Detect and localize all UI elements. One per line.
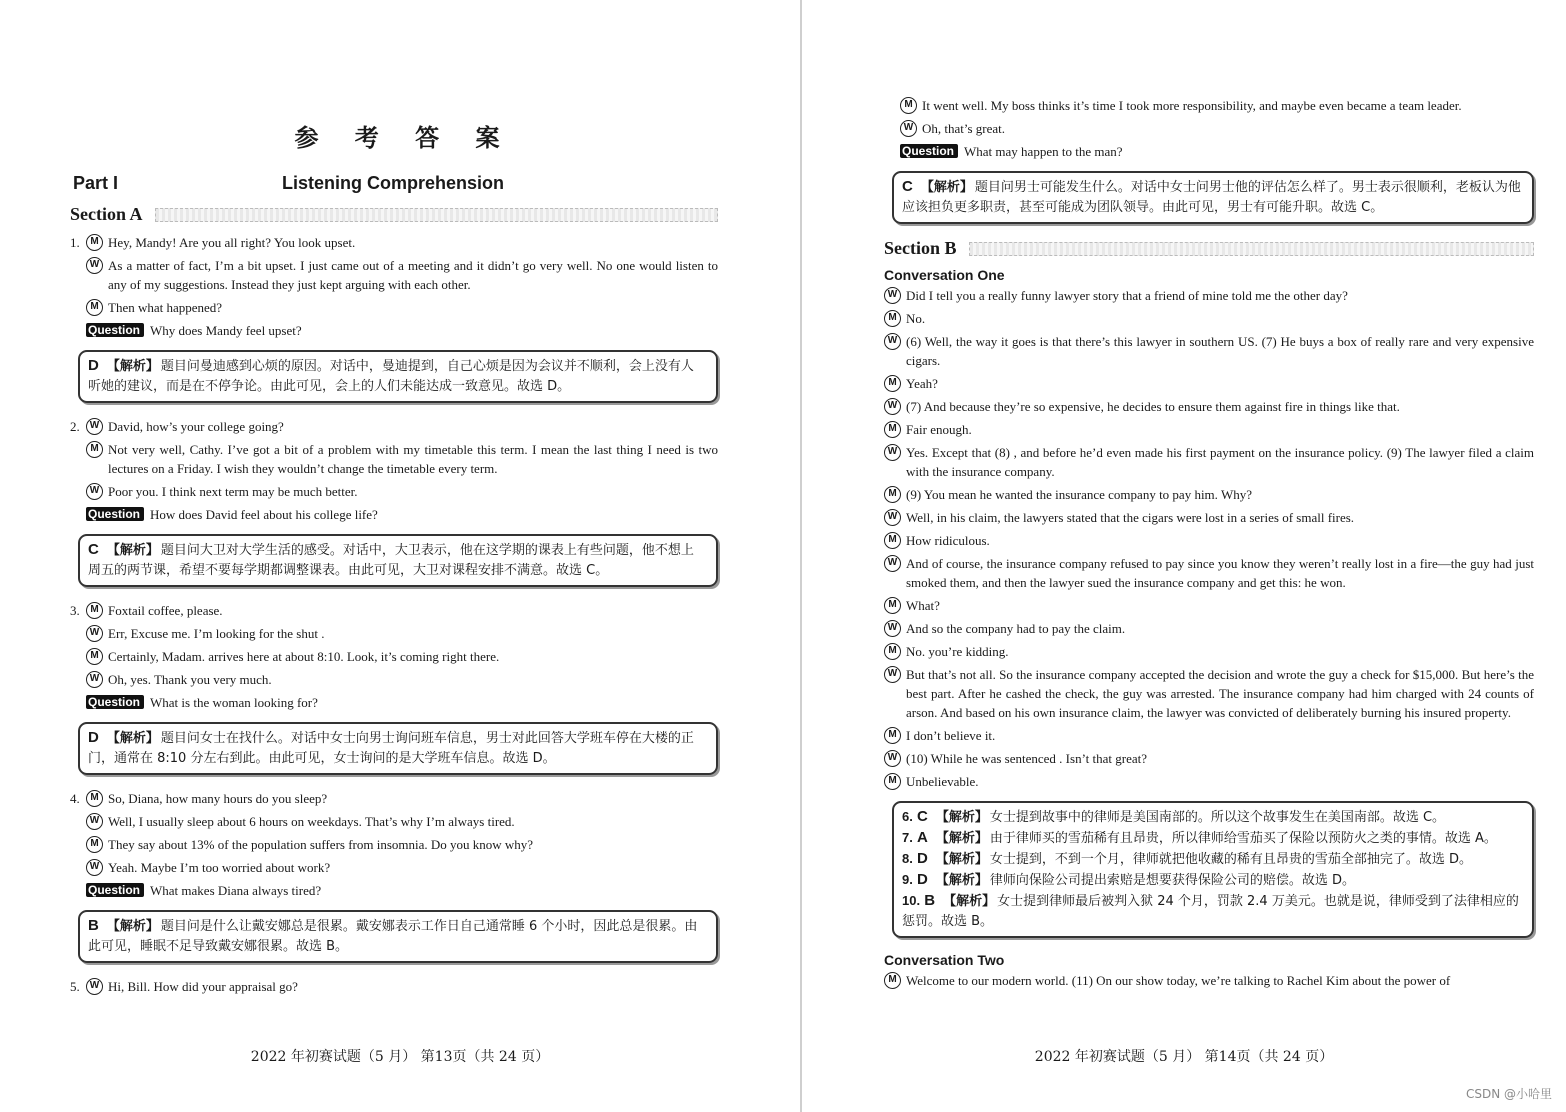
dialogue-text: Did I tell you a really funny lawyer story that a friend of mine told me the other day? [906,288,1348,303]
dialogue-line [884,309,1534,328]
answer-number: 8. [902,851,913,866]
dialogue-text: Unbelievable. [906,774,979,789]
answer-letter: D [916,871,928,888]
conversation-two [884,971,1534,990]
dialogue-text: Not very well, Cathy. I’ve got a bit of a problem with my timetable this term. I mean the last thing I need is two lectures on a Friday. I wish they wouldn’t change the timetable every term. [108,442,718,476]
analysis-text: 女士提到，不到一个月，律师就把他收藏的稀有且昂贵的雪茄全部抽完了。故选 D。 [989,852,1472,867]
watermark: CSDN @小哈里 [1465,1087,1552,1101]
analysis-text: 题目问男士可能发生什么。对话中女士问男士他的评估怎么样了。男士表示很顺利，老板认为他应该担负更多职责，甚至可能成为团队领导。由此可见，男士有可能升职。故选 C。 [902,180,1521,215]
item-number: 3. [70,603,80,618]
dialogue-line [884,332,1534,370]
dialogue-line [884,531,1534,550]
speaker-icon: W [884,333,901,350]
dialogue-text: Hi, Bill. How did your appraisal go? [108,979,298,994]
dialogue-text: No. you’re kidding. [906,644,1009,659]
analysis-tag: 【解析】 [935,852,988,867]
left-items [70,233,718,996]
speaker-icon: M [86,441,103,458]
speaker-icon: M [86,602,103,619]
speaker-icon: M [86,299,103,316]
dialogue-line [70,417,718,436]
conversation-one-answers [892,801,1534,938]
speaker-icon: M [884,727,901,744]
dialogue-text: And of course, the insurance company refused to pay since you know they weren’t really lost in a fire—the guy had just smoked them, and then the lawyer sued the insurance company and get this: he won. [906,556,1534,590]
conversation-one [884,286,1534,791]
section-b-heading [884,238,1534,259]
speaker-icon: M [884,310,901,327]
analysis-text: 题目问曼迪感到心烦的原因。对话中，曼迪提到，自己心烦是因为会议并不顺利，会上没有人听她的建议，而是在不停争论。由此可见，会上的人们未能达成一致意见。故选 D。 [88,359,694,394]
answer-row [902,849,1522,870]
document-title: 参 考 答 案 [294,123,514,152]
dialogue-text: They say about 13% of the population suffers from insomnia. Do you know why? [108,837,534,852]
part-heading [70,173,718,194]
dialogue-line [884,96,1534,115]
dialogue-text: Well, I usually sleep about 6 hours on weekdays. That’s why I’m always tired. [108,814,515,829]
dialogue-line [70,670,718,689]
speaker-icon: W [86,418,103,435]
dialogue-line [884,619,1534,638]
speaker-icon: W [86,671,103,688]
speaker-icon: M [86,836,103,853]
item-number: 2. [70,419,80,434]
dialogue-text: Welcome to our modern world. (11) On our show today, we’re talking to Rachel Kim about the power of [906,973,1451,988]
dialogue-line [70,835,718,854]
answer-letter: C [88,541,99,558]
analysis-tag: 【解析】 [935,831,988,846]
dialogue-line [70,977,718,996]
item-number: 5. [70,979,80,994]
dialogue-line [70,624,718,643]
analysis-tag: 【解析】 [106,919,159,934]
analysis-tag: 【解析】 [935,810,988,825]
answer-letter: C [902,178,913,195]
dialogue-line [884,397,1534,416]
dialogue-text: But that’s not all. So the insurance company accepted the decision and wrote the guy a check for $15,000. But here’s the best part. After he cashed the check, the guy was arrested. The insurance company had him charged with 24 counts of arson. And based on his own insurance claim, the lawyer was convicted of deliberately burning his insured property. [906,667,1534,720]
dialogue-line [884,420,1534,439]
section-a-heading [70,204,718,225]
speaker-icon: M [884,486,901,503]
dialogue-text: How ridiculous. [906,533,990,548]
section-b-label: Section B [884,238,957,258]
speaker-icon: M [884,421,901,438]
analysis-tag: 【解析】 [935,873,988,888]
speaker-icon: M [884,375,901,392]
speaker-icon: M [884,532,901,549]
analysis-tag: 【解析】 [943,894,996,909]
answer-number: 7. [902,830,913,845]
dialogue-line [70,256,718,294]
question-text: What makes Diana always tired? [150,883,322,898]
dialogue-text: As a matter of fact, I’m a bit upset. I just came out of a meeting and it didn’t go very well. No one would listen to any of my suggestions. Instead they just kept arguing with each other. [108,258,718,292]
dialogue-text: Well, in his claim, the lawyers stated that the cigars were lost in a series of small fires. [906,510,1355,525]
analysis-tag: 【解析】 [106,543,159,558]
dialogue-line [884,596,1534,615]
speaker-icon: W [86,978,103,995]
dialogue-line [70,812,718,831]
dialogue-text: (10) While he was sentenced . Isn’t that great? [906,751,1148,766]
dialogue-line [70,789,718,808]
dialogue-text: And so the company had to pay the claim. [906,621,1126,636]
dialogue-line [884,749,1534,768]
answer-row [902,828,1522,849]
item-number: 4. [70,791,80,806]
question-tag-icon: Question [86,323,144,337]
dialogue-line [70,858,718,877]
question-line [884,142,1534,161]
analysis-tag: 【解析】 [920,180,973,195]
part-name: Listening Comprehension [282,173,505,193]
speaker-icon: W [884,666,901,683]
analysis-tag: 【解析】 [106,731,159,746]
conversation-two-title: Conversation Two [884,952,1005,968]
dialogue-text: Certainly, Madam. arrives here at about 8:10. Look, it’s coming right there. [108,649,500,664]
analysis-tag: 【解析】 [106,359,159,374]
analysis-text: 律师向保险公司提出索赔是想要获得保险公司的赔偿。故选 D。 [989,873,1355,888]
question-item [70,233,718,403]
dialogue-text: Oh, that’s great. [922,121,1006,136]
dialogue-text: Err, Excuse me. I’m looking for the shut . [108,626,325,641]
analysis-text: 由于律师买的雪茄稀有且昂贵，所以律师给雪茄买了保险以预防火之类的事情。故选 A。 [989,831,1497,846]
question-text: How does David feel about his college life? [150,507,378,522]
dialogue-line [884,508,1534,527]
answer-number: 6. [902,809,913,824]
dialogue-line [884,665,1534,722]
dialogue-text: Fair enough. [906,422,972,437]
question-line [70,693,718,712]
speaker-icon: W [86,813,103,830]
analysis-text: 题目问大卫对大学生活的感受。对话中，大卫表示，他在这学期的课表上有些问题，他不想上周五的两节课，希望不要每学期都调整课表。由此可见，大卫对课程安排不满意。故选 C。 [88,543,694,578]
analysis-text: 题目问是什么让戴安娜总是很累。戴安娜表示工作日自己通常睡 6 个小时，因此总是很累。由此可见，睡眠不足导致戴安娜很累。故选 B。 [88,919,698,954]
speaker-icon: W [86,257,103,274]
dialogue-line [884,772,1534,791]
speaker-icon: W [900,120,917,137]
dialogue-line [884,119,1534,138]
dialogue-line [884,374,1534,393]
dialogue-line [70,482,718,501]
dialogue-line [70,298,718,317]
speaker-icon: W [884,287,901,304]
speaker-icon: W [884,509,901,526]
answer-number: 10. [902,893,921,908]
dialogue-line [884,485,1534,504]
dialogue-text: Oh, yes. Thank you very much. [108,672,272,687]
analysis-text: 女士提到故事中的律师是美国南部的。所以这个故事发生在美国南部。故选 C。 [989,810,1446,825]
dialogue-text: So, Diana, how many hours do you sleep? [108,791,328,806]
page-right [802,0,1566,1112]
section-a-label: Section A [70,204,143,224]
answer-box [892,171,1534,224]
answer-box [78,350,718,403]
speaker-icon: W [884,398,901,415]
answer-letter: D [88,729,99,746]
question-text: What is the woman looking for? [150,695,318,710]
right-content [884,96,1534,994]
question-item [70,417,718,587]
answer-box [78,722,718,775]
conversation-one-title: Conversation One [884,267,1005,283]
answer-number: 9. [902,872,913,887]
question-line [70,321,718,340]
question-line [70,505,718,524]
question-item [70,977,718,996]
speaker-icon: M [884,773,901,790]
question-tag-icon: Question [86,695,144,709]
analysis-text: 题目问女士在找什么。对话中女士向男士询问班车信息，男士对此回答大学班车停在大楼的正门，通常在 8:10 分左右到此。由此可见，女士询问的是大学班车信息。故选 D。 [88,731,694,766]
dialogue-text: Yes. Except that (8) , and before he’d even made his first payment on the insurance policy. (9) The lawyer filed a claim with the insurance company. [906,445,1534,479]
question-item [70,601,718,775]
dialogue-text: Yeah. Maybe I’m too worried about work? [108,860,331,875]
dialogue-text: Poor you. I think next term may be much better. [108,484,358,499]
speaker-icon: M [884,597,901,614]
dialogue-line [884,286,1534,305]
dialogue-line [884,642,1534,661]
speaker-icon: W [86,859,103,876]
dialogue-line [70,601,718,620]
speaker-icon: M [884,643,901,660]
dialogue-text: I don’t believe it. [906,728,996,743]
answer-letter: D [916,850,928,867]
dialogue-text: What? [906,598,940,613]
question-tag-icon: Question [86,883,144,897]
analysis-text: 女士提到律师最后被判入狱 24 个月，罚款 2.4 万美元。也就是说，律师受到了法律相应的惩罚。故选 B。 [902,894,1519,929]
speaker-icon: W [884,555,901,572]
dialogue-text: No. [906,311,926,326]
section-band [969,242,1534,256]
speaker-icon: M [86,790,103,807]
question-text: What may happen to the man? [964,144,1123,159]
dialogue-line [70,647,718,666]
speaker-icon: W [86,483,103,500]
dialogue-text: Then what happened? [108,300,223,315]
answer-letter: A [916,829,928,846]
item-number: 1. [70,235,80,250]
left-content [70,118,718,1002]
dialogue-text: Hey, Mandy! Are you all right? You look upset. [108,235,356,250]
answer-letter: B [924,892,936,909]
dialogue-text: (7) And because they’re so expensive, he decides to ensure them against fire in things like that. [906,399,1400,414]
dialogue-text: Foxtail coffee, please. [108,603,223,618]
speaker-icon: W [86,625,103,642]
answer-row [902,807,1522,828]
dialogue-line [884,443,1534,481]
question-tag-icon: Question [900,144,958,158]
dialogue-line [70,233,718,252]
dialogue-text: (6) Well, the way it goes is that there’s this lawyer in southern US. (7) He buys a box of really rare and very expensive cigars. [906,334,1534,368]
question-tag-icon: Question [86,507,144,521]
dialogue-line [884,971,1534,990]
section-band [155,208,718,222]
answer-letter: D [88,357,99,374]
left-footer: 2022 年初赛试题（5 月） 第13页（共 24 页） [250,1049,550,1065]
answer-row [902,870,1522,891]
speaker-icon: W [884,620,901,637]
answer-letter: C [916,808,928,825]
speaker-icon: W [884,444,901,461]
answer-box [78,910,718,963]
dialogue-text: (9) You mean he wanted the insurance company to pay him. Why? [906,487,1252,502]
dialogue-line [884,554,1534,592]
speaker-icon: M [86,648,103,665]
speaker-icon: M [900,97,917,114]
speaker-icon: W [884,750,901,767]
right-footer: 2022 年初赛试题（5 月） 第14页（共 24 页） [1034,1049,1334,1065]
dialogue-text: Yeah? [906,376,938,391]
speaker-icon: M [86,234,103,251]
answer-row [902,891,1522,932]
dialogue-line [884,726,1534,745]
answer-box [78,534,718,587]
part-label: Part I [73,173,119,193]
question-text: Why does Mandy feel upset? [150,323,302,338]
question-line [70,881,718,900]
dialogue-text: David, how’s your college going? [108,419,284,434]
question-item [70,789,718,963]
dialogue-line [70,440,718,478]
speaker-icon: M [884,972,901,989]
dialogue-text: It went well. My boss thinks it’s time I took more responsibility, and maybe even became a team leader. [922,98,1462,113]
right-top-dialogue [884,96,1534,224]
answer-letter: B [88,917,99,934]
